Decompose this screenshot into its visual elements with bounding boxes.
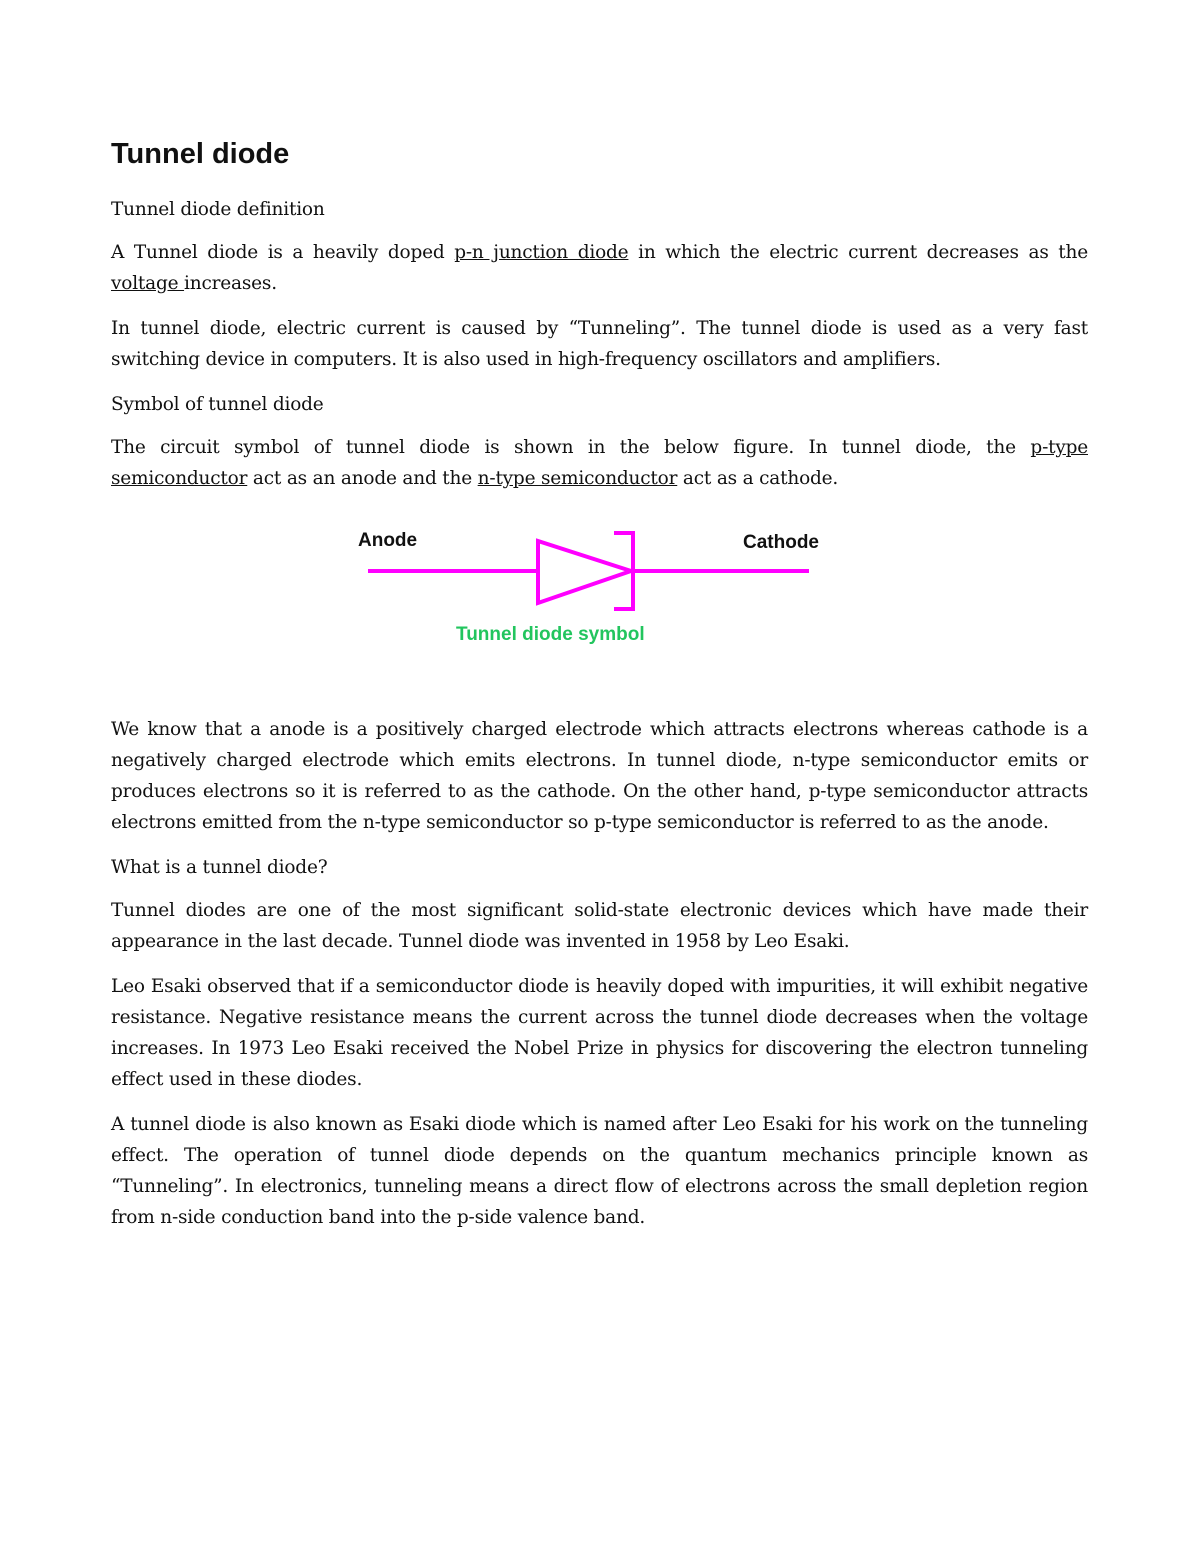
voltage-link[interactable]: voltage bbox=[111, 273, 185, 294]
definition-text-1: A Tunnel diode is a heavily doped bbox=[111, 242, 455, 263]
tunnel-diode-figure bbox=[111, 508, 1088, 698]
tunnel-diode-symbol-diagram bbox=[111, 508, 1088, 698]
figure-caption: Tunnel diode symbol bbox=[456, 624, 645, 645]
document-page bbox=[111, 132, 1088, 1247]
symbol-text-1: The circuit symbol of tunnel diode is shown in the below figure. In tunnel diode, the bbox=[111, 437, 1031, 458]
history-paragraph: Tunnel diodes are one of the most significant solid-state electronic devices which have made their appearance in the last decade. Tunnel diode was invented in 1958 by Leo Esaki. bbox=[111, 900, 1088, 952]
anode-cathode-paragraph: We know that a anode is a positively charged electrode which attracts electrons whereas cathode is a negatively charged electrode which emits electrons. In tunnel diode, n-type semiconductor emits or produces electrons so it is referred to as the cathode. On the other hand, p-type semiconductor attracts electrons emitted from the n-type semiconductor so p-type semiconductor is referred to as the anode. bbox=[111, 719, 1088, 833]
p-type-semiconductor-link[interactable]: p-type semiconductor bbox=[111, 437, 1088, 489]
definition-text-3: increases. bbox=[184, 273, 277, 294]
symbol-heading: Symbol of tunnel diode bbox=[111, 394, 324, 415]
esaki-diode-paragraph: A tunnel diode is also known as Esaki diode which is named after Leo Esaki for his work on the tunneling effect. The operation of tunnel diode depends on the quantum mechanics principle known as “Tunneling”. In electronics, tunneling means a direct flow of electrons across the small depletion region from n-side conduction band into the p-side valence band. bbox=[111, 1114, 1088, 1228]
symbol-paragraph bbox=[111, 432, 1088, 494]
diode-triangle bbox=[538, 541, 631, 603]
definition-heading: Tunnel diode definition bbox=[111, 199, 325, 220]
cathode-label: Cathode bbox=[743, 532, 819, 553]
pn-junction-diode-link[interactable]: p-n junction diode bbox=[454, 242, 629, 263]
tunneling-paragraph: In tunnel diode, electric current is caused by “Tunneling”. The tunnel diode is used as a very fast switching device in computers. It is also used in high-frequency oscillators and amplifiers. bbox=[111, 318, 1088, 370]
esaki-paragraph: Leo Esaki observed that if a semiconductor diode is heavily doped with impurities, it will exhibit negative resistance. Negative resistance means the current across the tunnel diode decreases when the voltage increases. In 1973 Leo Esaki received the Nobel Prize in physics for discovering the electron tunneling effect used in these diodes. bbox=[111, 976, 1088, 1090]
document-title: Tunnel diode bbox=[111, 138, 290, 170]
what-is-heading: What is a tunnel diode? bbox=[111, 857, 328, 878]
symbol-text-3: act as a cathode. bbox=[677, 468, 839, 489]
symbol-text-2: act as an anode and the bbox=[247, 468, 478, 489]
definition-text-2: in which the electric current decreases as the bbox=[628, 242, 1089, 263]
anode-label: Anode bbox=[358, 530, 418, 551]
definition-paragraph bbox=[111, 237, 1088, 299]
n-type-semiconductor-link[interactable]: n-type semiconductor bbox=[477, 468, 678, 489]
